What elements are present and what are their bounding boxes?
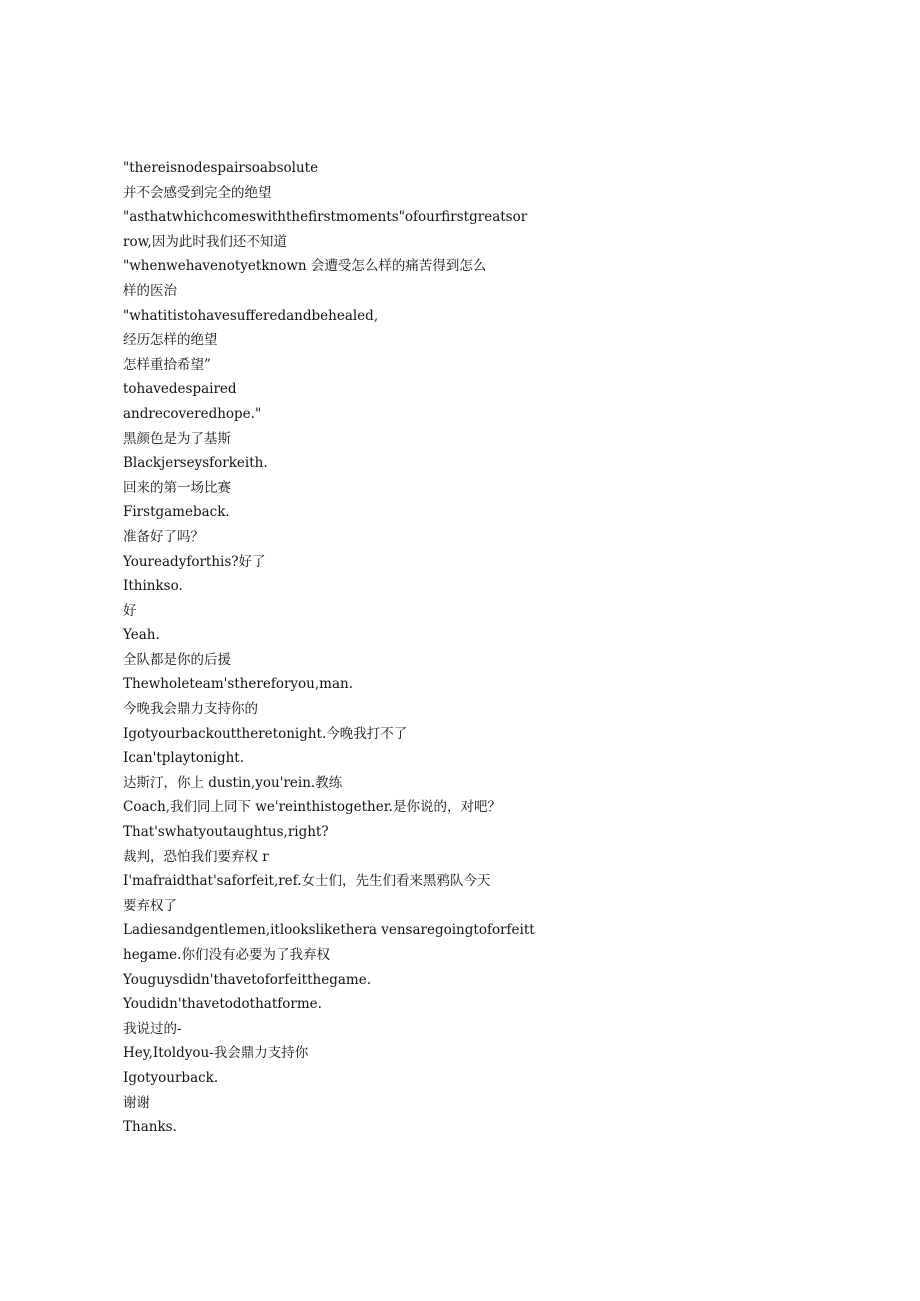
document-body bbox=[123, 156, 535, 1140]
text-line: Youdidn'thavetodothatforme. bbox=[123, 996, 322, 1013]
text-line: Ithinkso. bbox=[123, 578, 183, 595]
text-line: tohavedespaired bbox=[123, 381, 237, 398]
text-line: 达斯汀，你上 dustin,you'rein.教练 bbox=[123, 774, 343, 791]
text-line: 怎样重拾希望” bbox=[123, 356, 211, 373]
text-line: 要弃权了 bbox=[123, 897, 177, 914]
text-line: I'mafraidthat'saforfeit,ref.女士们，先生们看来黑鸦队今天 bbox=[123, 873, 491, 890]
text-line: Ladiesandgentlemen,itlookslikethera vensaregoingtoforfeitt bbox=[123, 922, 535, 939]
text-line: hegame.你们没有必要为了我弃权 bbox=[123, 947, 330, 963]
text-line: 全队都是你的后援 bbox=[123, 651, 231, 668]
text-line: Ican'tplaytonight. bbox=[123, 750, 245, 767]
text-line: 并不会感受到完全的绝望 bbox=[123, 184, 272, 201]
text-line: Igotyourback. bbox=[123, 1069, 219, 1086]
text-line: 今晚我会鼎力支持你的 bbox=[123, 701, 258, 718]
text-line: "whatitistohavesufferedandbehealed, bbox=[123, 307, 379, 324]
text-line: 样的医治 bbox=[123, 282, 177, 299]
text-line: row,因为此时我们还不知道 bbox=[123, 233, 287, 250]
text-line: Coach,我们同上同下 we'reinthistogether.是你说的，对吧？ bbox=[123, 799, 501, 816]
text-line: That'swhatyoutaughtus,right? bbox=[123, 824, 329, 841]
text-line: andrecoveredhope." bbox=[123, 405, 262, 422]
text-line: Thanks. bbox=[123, 1119, 177, 1136]
text-line: Firstgameback. bbox=[123, 504, 230, 521]
text-line: 经历怎样的绝望 bbox=[123, 332, 218, 349]
text-line: Yeah. bbox=[123, 627, 160, 644]
text-line: Youguysdidn'thavetoforfeitthegame. bbox=[123, 971, 371, 988]
text-line: "asthatwhichcomeswiththefirstmoments"ofourfirstgreatsor bbox=[123, 209, 528, 226]
text-line: "whenwehavenotyetknown 会遭受怎么样的痛苦得到怎么 bbox=[123, 258, 487, 275]
text-line: Hey,Itoldyou-我会鼎力支持你 bbox=[123, 1045, 309, 1062]
text-line: Igotyourbackouttheretonight.今晚我打不了 bbox=[123, 725, 408, 742]
text-line: Youreadyforthis?好了 bbox=[123, 553, 266, 570]
text-line: 好 bbox=[123, 602, 137, 619]
text-line: 谢谢 bbox=[123, 1094, 150, 1111]
text-line: Thewholeteam'sthereforyou,man. bbox=[123, 676, 353, 693]
text-line: "thereisnodespairsoabsolute bbox=[123, 160, 319, 176]
text-line: 准备好了吗？ bbox=[123, 528, 204, 545]
text-line: 回来的第一场比赛 bbox=[123, 479, 231, 496]
text-line: Blackjerseysforkeith. bbox=[123, 455, 268, 472]
text-line: 黑颜色是为了基斯 bbox=[123, 430, 231, 447]
text-line: 裁判，恐怕我们要弃权 r bbox=[123, 848, 269, 865]
text-line: 我说过的- bbox=[123, 1020, 182, 1037]
